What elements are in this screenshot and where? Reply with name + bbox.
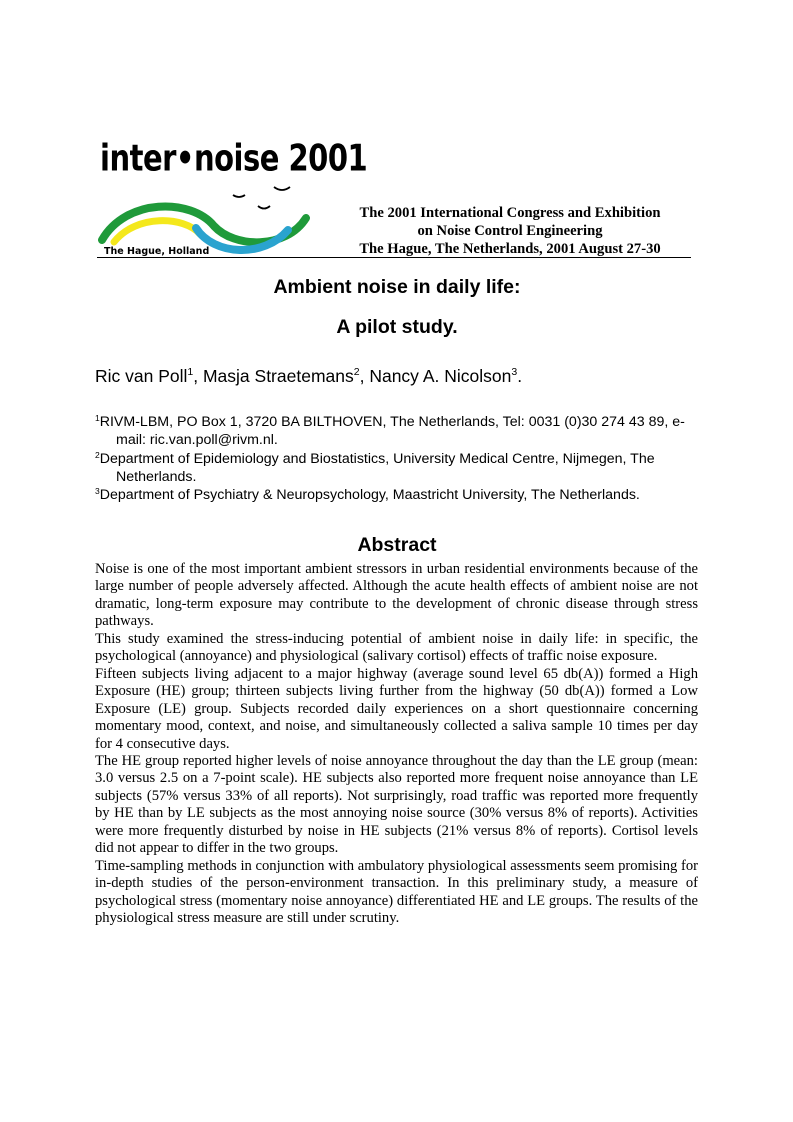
affiliation-list [95, 413, 701, 504]
conference-line: The 2001 International Congress and Exhibition [359, 205, 661, 221]
author-affiliation-mark: 3 [511, 366, 518, 378]
affiliation-item [95, 413, 701, 450]
abstract-paragraph: Fifteen subjects living adjacent to a major highway (average sound level 65 db(A)) formed a High Exposure (HE) group; thirteen subjects living further from the highway (50 db(A)) formed a Low Exposure (LE) group. Subjects recorded daily experiences on a short questionnaire concerning momentary mood, context, and noise, and simultaneously collected a saliva sample 10 times per day for 4 consecutive days. [95, 665, 698, 752]
author-list [95, 366, 522, 387]
logo-smile-2 [258, 206, 270, 209]
abstract-body [95, 561, 698, 928]
abstract-paragraph: This study examined the stress-inducing potential of ambient noise in daily life: in specific, the psychological (annoyance) and physiological (salivary cortisol) effects of traffic noise exposure. [95, 630, 698, 665]
logo-place-label: The Hague, Holland [104, 246, 210, 257]
author-affiliation-mark: 2 [353, 366, 360, 378]
author-name: Ric van Poll [95, 366, 188, 386]
affiliation-item [95, 450, 701, 487]
header-divider [97, 257, 691, 258]
affiliation-mark: 2 [95, 449, 100, 460]
logo-smile-1 [233, 195, 245, 197]
conference-info [330, 204, 690, 258]
abstract-heading: Abstract [357, 534, 437, 556]
abstract-paragraph: Time-sampling methods in conjunction with ambulatory physiological assessments seem promising for in-depth studies of the person-environment transaction. In this preliminary study, a measure of psychological stress (momentary noise annoyance) differentiated HE and LE groups. The results of the physiological stress measure are still under scrutiny. [95, 857, 698, 927]
author-name: Nancy A. Nicolson [369, 366, 512, 386]
author-affiliation-mark: 1 [187, 366, 194, 378]
affiliation-text: RIVM-LBM, PO Box 1, 3720 BA BILTHOVEN, The Netherlands, Tel: 0031 (0)30 274 43 89, e-mail: ric.van.poll@rivm.nl. [99, 414, 685, 449]
affiliation-text: Department of Psychiatry & Neuropsychology, Maastricht University, The Netherlands. [99, 487, 640, 504]
conference-line: The Hague, The Netherlands, 2001 August 27-30 [359, 241, 661, 257]
logo-smile-3 [274, 187, 290, 190]
paper-title-line-2: A pilot study. [336, 316, 458, 338]
affiliation-mark: 3 [95, 486, 100, 497]
affiliation-mark: 1 [95, 413, 100, 423]
abstract-paragraph: The HE group reported higher levels of noise annoyance throughout the day than the LE group (mean: 3.0 versus 2.5 on a 7-point scale). HE subjects also reported more frequent noise annoyance than LE subjects (57% versus 33% of all reports). Not surprisingly, road traffic was reported more frequently by HE than by LE subjects as the most annoying noise source (30% versus 8% of reports). Activities were more frequently disturbed by noise in HE subjects (21% versus 8% of reports). Cortisol levels did not appear to differ in the two groups. [95, 752, 698, 857]
author-separator: . [517, 366, 523, 386]
affiliation-text: Department of Epidemiology and Biostatistics, University Medical Centre, Nijmegen, The Netherlands. [99, 450, 655, 485]
conference-line: on Noise Control Engineering [417, 223, 603, 239]
affiliation-item [95, 486, 701, 504]
author-separator: , [193, 366, 203, 386]
paper-title-line-1: Ambient noise in daily life: [273, 276, 521, 298]
author-separator: , [359, 366, 370, 386]
logo-yellow-arc [114, 221, 200, 242]
conference-logo-title: inter•noise 2001 [100, 136, 368, 180]
author-name: Masja Straetemans [202, 366, 354, 386]
abstract-paragraph: Noise is one of the most important ambient stressors in urban residential environments because of the large number of people adversely affected. Although the acute health effects of ambient noise are not dramatic, long-term exposure may contribute to the development of chronic disease through stress pathways. [95, 561, 698, 630]
